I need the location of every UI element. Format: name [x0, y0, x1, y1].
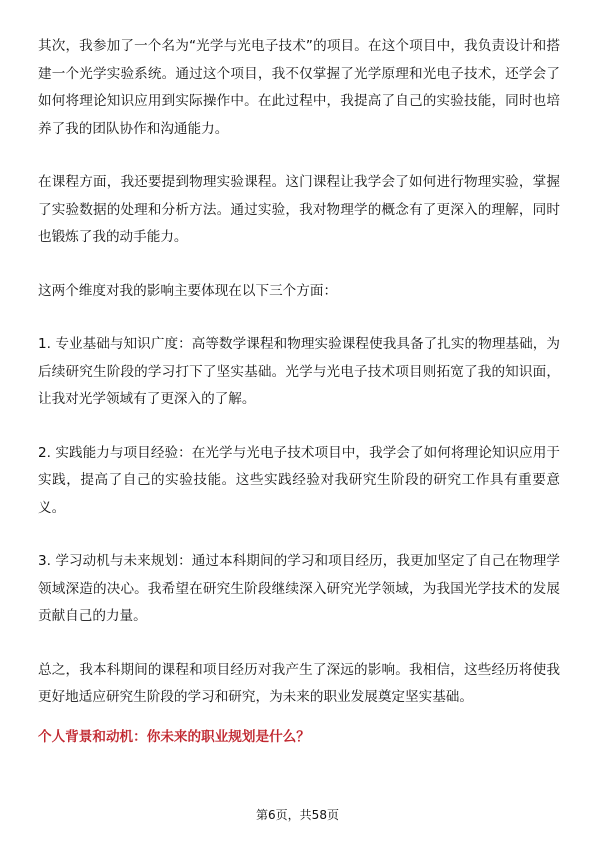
document-body: [38, 33, 560, 751]
paragraph-point-3: 3. 学习动机与未来规划：通过本科期间的学习和项目经历，我更加坚定了自己在物理学领域深造的决心。我希望在研究生阶段继续深入研究光学领域，为我国光学技术的发展贡献自己的力量。: [38, 553, 560, 624]
paragraph-intro-list: 这两个维度对我的影响主要体现在以下三个方面：: [38, 282, 338, 299]
paragraph-point-2: 2. 实践能力与项目经验：在光学与光电子技术项目中，我学会了如何将理论知识应用于实践，提高了自己的实验技能。这些实践经验对我研究生阶段的研究工作具有重要意义。: [38, 444, 560, 516]
page-number-footer: 第6页，共58页: [256, 808, 339, 822]
paragraph-point-1: 1. 专业基础与知识广度：高等数学课程和物理实验课程使我具备了扎实的物理基础，为后续研究生阶段的学习打下了坚实基础。光学与光电子技术项目则拓宽了我的知识面，让我对光学领域有了更深入的了解。: [38, 336, 560, 407]
paragraph-courses: 在课程方面，我还要提到物理实验课程。这门课程让我学会了如何进行物理实验，掌握了实验数据的处理和分析方法。通过实验，我对物理学的概念有了更深入的理解，同时也锻炼了我的动手能力。: [38, 174, 560, 245]
paragraph-conclusion: 总之，我本科期间的课程和项目经历对我产生了深远的影响。我相信，这些经历将使我更好地适应研究生阶段的学习和研究，为未来的职业发展奠定坚实基础。: [38, 661, 560, 705]
paragraph-project: 其次，我参加了一个名为“光学与光电子技术”的项目。在这个项目中，我负责设计和搭建一个光学实验系统。通过这个项目，我不仅掌握了光学原理和光电子技术，还学会了如何将理论知识应用到实际操作中。在此过程中，我提高了自己的实验技能，同时也培养了我的团队协作和沟通能力。: [38, 38, 560, 137]
section-heading: 个人背景和动机：你未来的职业规划是什么？: [38, 728, 310, 745]
